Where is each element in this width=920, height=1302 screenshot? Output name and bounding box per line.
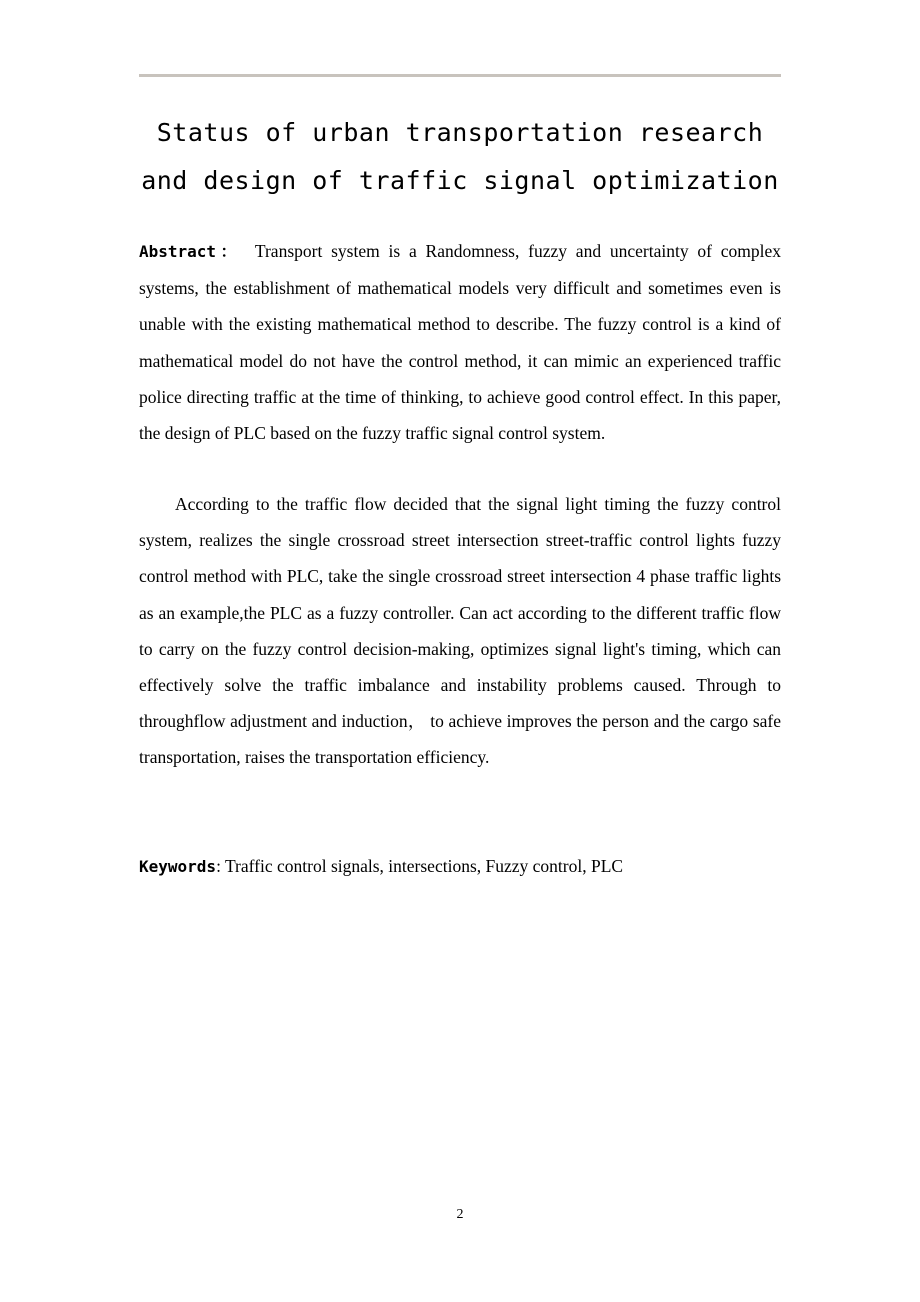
header-rule [139, 74, 781, 77]
keywords-line [139, 848, 781, 885]
body-paragraph-2: According to the traffic flow decided that the signal light timing the fuzzy control system, realizes the single crossroad street intersection street-traffic control lights fuzzy control method with PLC, take the single crossroad street intersection 4 phase traffic lights as an example,the PLC as a fuzzy controller. Can act according to the different traffic flow to carry on the fuzzy control decision-making, optimizes signal light's timing, which can effectively solve the traffic imbalance and instability problems caused. Through to throughflow adjustment and induction， to achieve improves the person and the cargo safe transportation, raises the transportation efficiency. [139, 494, 781, 768]
abstract-paragraph [139, 233, 781, 451]
page-number: 2 [456, 1207, 464, 1222]
keywords-label: Keywords [139, 857, 217, 876]
title-line-1: Status of urban transportation research [156, 118, 764, 147]
abstract-text: Transport system is a Randomness, fuzzy and uncertainty of complex systems, the establishment of mathematical models very difficult and sometimes even is unable with the existing mathematical method to describe. The fuzzy control is a kind of mathematical model do not have the control method, it can mimic an experienced traffic police directing traffic at the time of thinking, to achieve good control effect. In this paper, the design of PLC based on the fuzzy traffic signal control system. [139, 241, 781, 444]
keywords-text: Traffic control signals, intersections, Fuzzy control, PLC [224, 856, 624, 876]
keywords-separator: : [216, 856, 225, 876]
abstract-label: Abstract： [139, 242, 241, 261]
title-line-2: and design of traffic signal optimization [141, 166, 779, 195]
